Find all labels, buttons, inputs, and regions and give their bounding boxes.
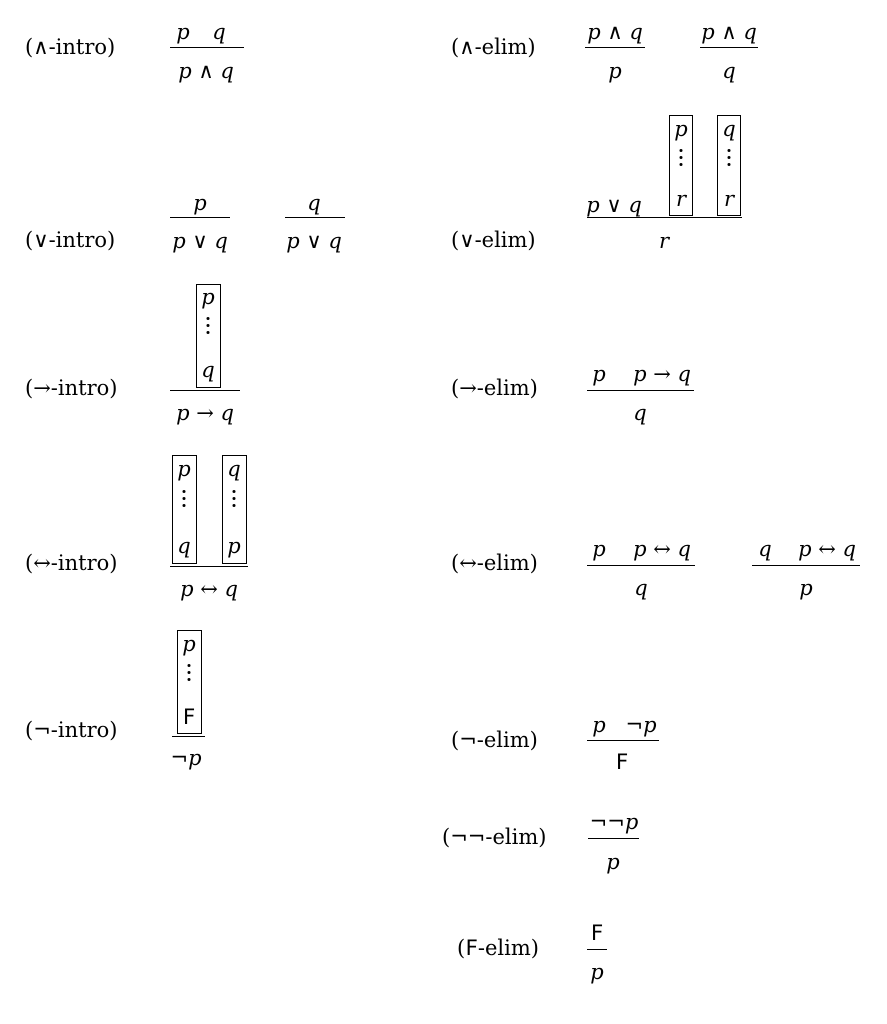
premise: p <box>592 537 606 561</box>
box-assumption: p <box>177 457 191 481</box>
inference-line <box>170 47 244 48</box>
inference-line <box>587 565 695 566</box>
box-derived: q <box>177 534 191 558</box>
vertical-dots <box>233 490 236 511</box>
box-assumption: q <box>722 117 736 141</box>
inference-line <box>752 565 860 566</box>
rule-label: (F-elim) <box>457 936 539 960</box>
inference-line <box>585 47 645 48</box>
premise: p ∨ q <box>586 193 642 217</box>
premise: p ↔ q <box>798 537 856 561</box>
inference-line <box>587 217 742 218</box>
premise: p <box>592 713 606 737</box>
conclusion: q <box>722 59 736 83</box>
box-derived: F <box>182 705 196 729</box>
rule-label: (↔-intro) <box>25 551 118 575</box>
conclusion: p ∨ q <box>286 229 342 253</box>
rule-label: (→-elim) <box>451 376 538 400</box>
rule-label: (∨-elim) <box>451 228 536 252</box>
vertical-dots <box>680 149 683 170</box>
premise: ¬p <box>625 713 657 737</box>
premise: p ∧ q <box>587 20 643 44</box>
premise: p <box>193 191 207 215</box>
conclusion: p <box>590 960 604 984</box>
conclusion: p <box>608 59 622 83</box>
box-assumption: p <box>201 285 215 309</box>
rule-label: (→-intro) <box>25 376 118 400</box>
premise: q <box>758 537 772 561</box>
vertical-dots <box>188 664 191 685</box>
box-assumption: q <box>227 457 241 481</box>
inference-line <box>588 838 639 839</box>
conclusion: r <box>658 229 670 253</box>
premise: p ↔ q <box>633 537 691 561</box>
premise: p <box>176 20 190 44</box>
vertical-dots <box>207 317 210 338</box>
inference-line <box>170 217 230 218</box>
box-assumption: p <box>674 117 688 141</box>
box-derived: r <box>675 187 687 211</box>
premise: p → q <box>633 362 691 386</box>
rule-label: (↔-elim) <box>451 551 538 575</box>
rule-label: (∧-intro) <box>25 35 116 59</box>
rule-label: (∨-intro) <box>25 228 116 252</box>
premise: q <box>307 191 321 215</box>
premise: F <box>590 921 604 945</box>
box-derived: q <box>201 358 215 382</box>
rule-label: (¬-intro) <box>25 718 118 742</box>
conclusion: F <box>615 750 629 774</box>
inference-line <box>172 736 205 737</box>
inference-line <box>285 217 345 218</box>
box-derived: r <box>723 187 735 211</box>
inference-line <box>587 390 694 391</box>
box-derived: p <box>227 534 241 558</box>
rule-label: (¬-elim) <box>451 728 538 752</box>
conclusion: ¬p <box>170 746 202 770</box>
vertical-dots <box>728 149 731 170</box>
conclusion: p ∧ q <box>178 59 234 83</box>
inference-line <box>700 47 758 48</box>
conclusion: p ∨ q <box>172 229 228 253</box>
premise: q <box>212 20 226 44</box>
inference-line <box>587 949 607 950</box>
box-assumption: p <box>182 632 196 656</box>
premise: ¬¬p <box>589 810 639 834</box>
conclusion: p → q <box>176 401 234 425</box>
inference-line <box>170 390 240 391</box>
vertical-dots <box>183 490 186 511</box>
rule-label: (∧-elim) <box>451 35 536 59</box>
conclusion: p <box>606 850 620 874</box>
rule-label: (¬¬-elim) <box>442 825 547 849</box>
premise: p ∧ q <box>701 20 757 44</box>
conclusion: p <box>799 576 813 600</box>
inference-line <box>170 566 248 567</box>
premise: p <box>592 362 606 386</box>
conclusion: p ↔ q <box>180 577 238 601</box>
conclusion: q <box>633 401 647 425</box>
inference-line <box>587 740 659 741</box>
conclusion: q <box>634 576 648 600</box>
